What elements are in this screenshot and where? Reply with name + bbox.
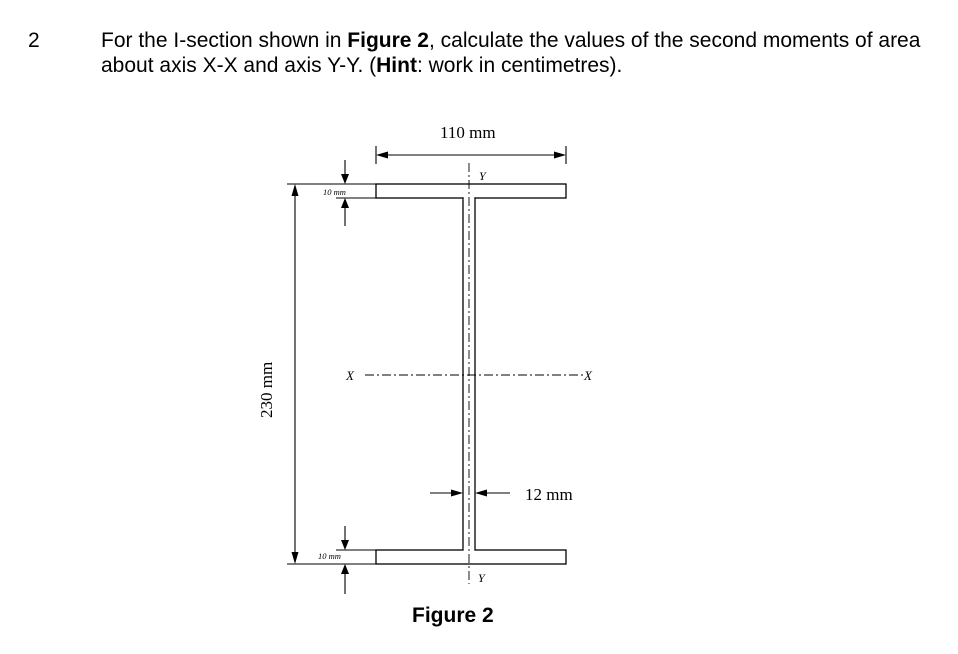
question-text-part2: , calculate the values of the second moments of area about axis X-X and axis Y-Y. (: [101, 29, 921, 77]
question-text-part1: For the I-section shown in: [101, 29, 348, 52]
bottom-flange-thickness-dimension: [336, 526, 376, 594]
flange-width-dimension: [376, 146, 566, 164]
question-number: 2: [28, 29, 40, 52]
bottom-flange-arrow-up: [341, 564, 349, 574]
bottom-flange-arrow-down: [341, 540, 349, 550]
overall-height-label: 230 mm: [257, 361, 276, 418]
hint-label: Hint: [376, 54, 417, 77]
web-thickness-arrow-left: [475, 490, 487, 497]
axis-y-top-label: Y: [479, 169, 486, 183]
axis-y-bottom-label: Y: [478, 571, 485, 585]
bottom-flange-thickness-label: 10 mm: [318, 551, 341, 561]
flange-width-arrow-right: [554, 152, 566, 159]
overall-height-arrow-bottom: [292, 552, 299, 564]
figure-reference: Figure 2: [347, 29, 429, 52]
top-flange-thickness-label: 10 mm: [323, 187, 346, 197]
overall-height-dimension: [287, 184, 376, 564]
bottom-flange: [376, 550, 566, 564]
i-section-outline: [376, 184, 566, 564]
flange-width-arrow-left: [376, 152, 388, 159]
top-flange: [376, 184, 566, 198]
axis-x-right-label: X: [584, 368, 592, 383]
axis-x-left-label: X: [346, 368, 354, 383]
overall-height-arrow-top: [292, 184, 299, 196]
web-thickness-arrow-right: [451, 490, 463, 497]
hint-text: : work in centimetres).: [416, 54, 623, 77]
flange-width-label: 110 mm: [440, 123, 496, 142]
top-flange-arrow-down: [341, 174, 349, 184]
web-thickness-label: 12 mm: [525, 485, 573, 504]
figure-caption: Figure 2: [412, 604, 494, 627]
top-flange-arrow-up: [341, 198, 349, 208]
